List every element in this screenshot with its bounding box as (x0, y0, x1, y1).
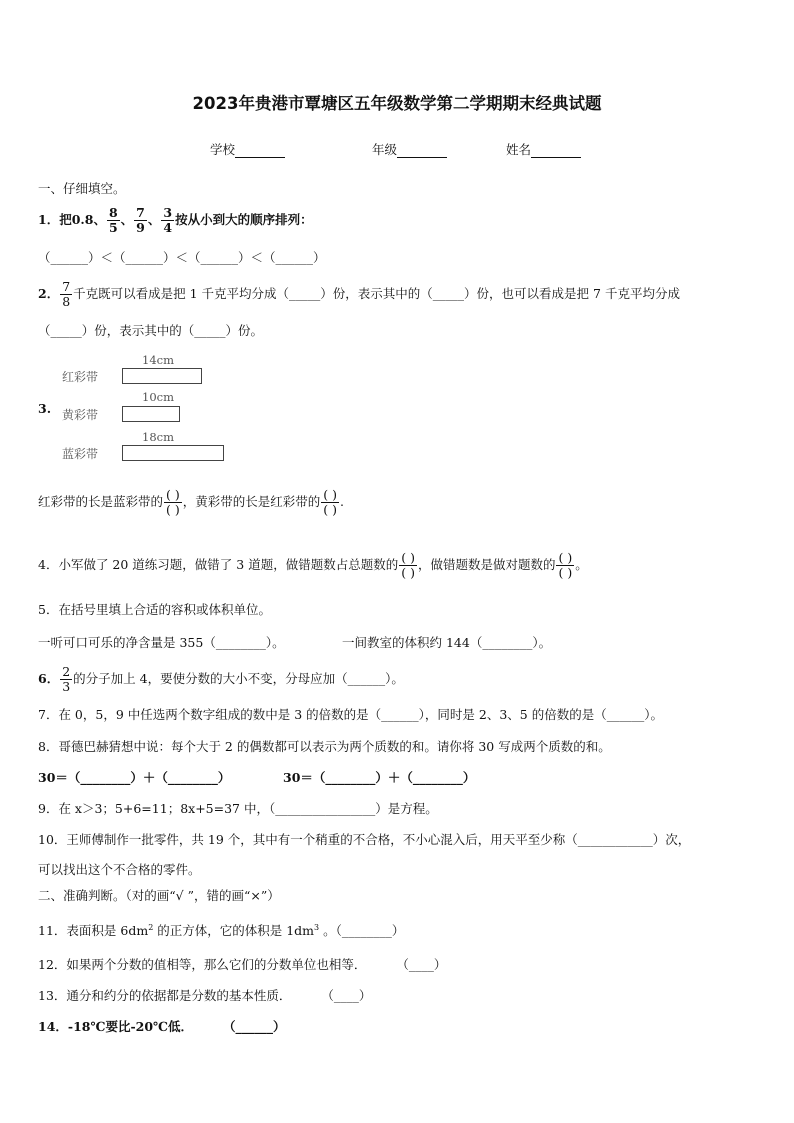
question-7: 7．在 0，5，9 中任选两个数字组成的数中是 3 的倍数的是（______），同时是 2、3、5 的倍数的是（______）。 (38, 707, 663, 722)
blue-ribbon-length: 18cm (142, 430, 174, 444)
red-ribbon-label: 红彩带 (62, 370, 99, 384)
fraction: $\frac{7}{8}$ (62, 279, 71, 309)
question-6: 6． $\frac{2}{3}$ 的分子加上 4，要使分数的大小不变，分母应加（______）。 (38, 664, 404, 694)
question-10-line2: 可以找出这个不合格的零件。 (38, 862, 201, 877)
section1-heading: 一、仔细填空。 (38, 181, 126, 196)
question-3-text: 红彩带的长是蓝彩带的 $\frac{( )}{( )}$ ，黄彩带的长是红彩带的 $\frac{( )}{( )}$ . (38, 487, 344, 517)
question-10-line1: 10．王师傅制作一批零件，共 19 个，其中有一个稍重的不合格，不小心混入后，用天平至少称（____________）次， (38, 832, 691, 847)
question-11: 11．表面积是 $6dm^2$ 的正方体，它的体积是 $1dm^3$ 。（________） (38, 923, 405, 939)
question-2-line2: （_____）份，表示其中的（_____）份。 (38, 323, 264, 338)
answer-blank[interactable]: （______） (223, 1019, 286, 1034)
answer-fraction[interactable]: $\frac{( )}{( )}$ (166, 487, 180, 517)
question-8-eq-b[interactable]: 30＝（________）＋（________） (283, 770, 476, 785)
blue-ribbon-label: 蓝彩带 (62, 447, 99, 461)
yellow-ribbon-length: 10cm (142, 390, 174, 404)
page-title: 2023年贵港市覃塘区五年级数学第二学期期末经典试题 (192, 94, 602, 113)
name-field (506, 140, 581, 158)
name-label: 姓名 (506, 142, 532, 157)
question-3-number: 3. (38, 401, 52, 416)
question-5-a: 一听可口可乐的净含量是 355（________）。 (38, 635, 285, 650)
blue-ribbon-bar (122, 445, 224, 461)
answer-fraction[interactable]: $\frac{( )}{( )}$ (558, 550, 573, 580)
question-5: 5．在括号里填上合适的容积或体积单位。 (38, 602, 271, 617)
grade-blank[interactable] (397, 145, 447, 158)
fraction: $\frac{3}{4}$ (163, 205, 173, 235)
yellow-ribbon-bar (122, 406, 180, 422)
answer-blank[interactable]: （____） (321, 988, 372, 1003)
fraction: $\frac{2}{3}$ (62, 664, 71, 694)
name-blank[interactable] (531, 145, 581, 158)
question-9: 9．在 x＞3；5+6=11；8x+5=37 中，（________________）是方程。 (38, 801, 438, 816)
school-field (210, 140, 285, 158)
question-8: 8．哥德巴赫猜想中说：每个大于 2 的偶数都可以表示为两个质数的和。请你将 30 写成两个质数的和。 (38, 739, 611, 754)
fraction: $\frac{7}{9}$ (136, 205, 145, 235)
question-1-answers[interactable]: （______）＜（______）＜（______）＜（______） (38, 250, 326, 265)
school-label: 学校 (210, 142, 236, 157)
question-5-b: 一间教室的体积约 144（________）。 (342, 635, 552, 650)
red-ribbon-bar (122, 368, 202, 384)
question-8-eq-a[interactable]: 30＝（________）＋（________） (38, 770, 231, 785)
question-1: 1．把0.8、 $\frac{8}{5}$ 、 $\frac{7}{9}$ 、 $\frac{3}{4}$ 按从小到大的顺序排列： (38, 205, 313, 235)
section2-heading: 二、准确判断。（对的画“√ ”，错的画“×”） (38, 888, 280, 903)
answer-fraction[interactable]: $\frac{( )}{( )}$ (323, 487, 337, 517)
grade-label: 年级 (372, 142, 398, 157)
answer-blank[interactable]: （____） (396, 957, 447, 972)
grade-field (372, 140, 447, 158)
question-12: 12．如果两个分数的值相等，那么它们的分数单位也相等． （____） (38, 957, 447, 972)
question-2: 2． $\frac{7}{8}$ 千克既可以看成是把 1 千克平均分成（_____）份，表示其中的（_____）份，也可以看成是把 7 千克平均分成 (38, 279, 680, 309)
yellow-ribbon-label: 黄彩带 (62, 408, 99, 422)
question-14: 14．-18℃要比-20℃低． （______） (38, 1019, 286, 1034)
answer-fraction[interactable]: $\frac{( )}{( )}$ (401, 550, 415, 580)
red-ribbon-length: 14cm (142, 353, 174, 367)
question-13: 13．通分和约分的依据都是分数的基本性质． （____） (38, 988, 372, 1003)
school-blank[interactable] (235, 145, 285, 158)
fraction: $\frac{8}{5}$ (108, 205, 118, 235)
question-4: 4．小军做了 20 道练习题，做错了 3 道题，做错题数占总题数的 $\frac{( )}{( )}$ ，做错题数是做对题数的 $\frac{( )}{( )}$ 。 (38, 550, 588, 580)
